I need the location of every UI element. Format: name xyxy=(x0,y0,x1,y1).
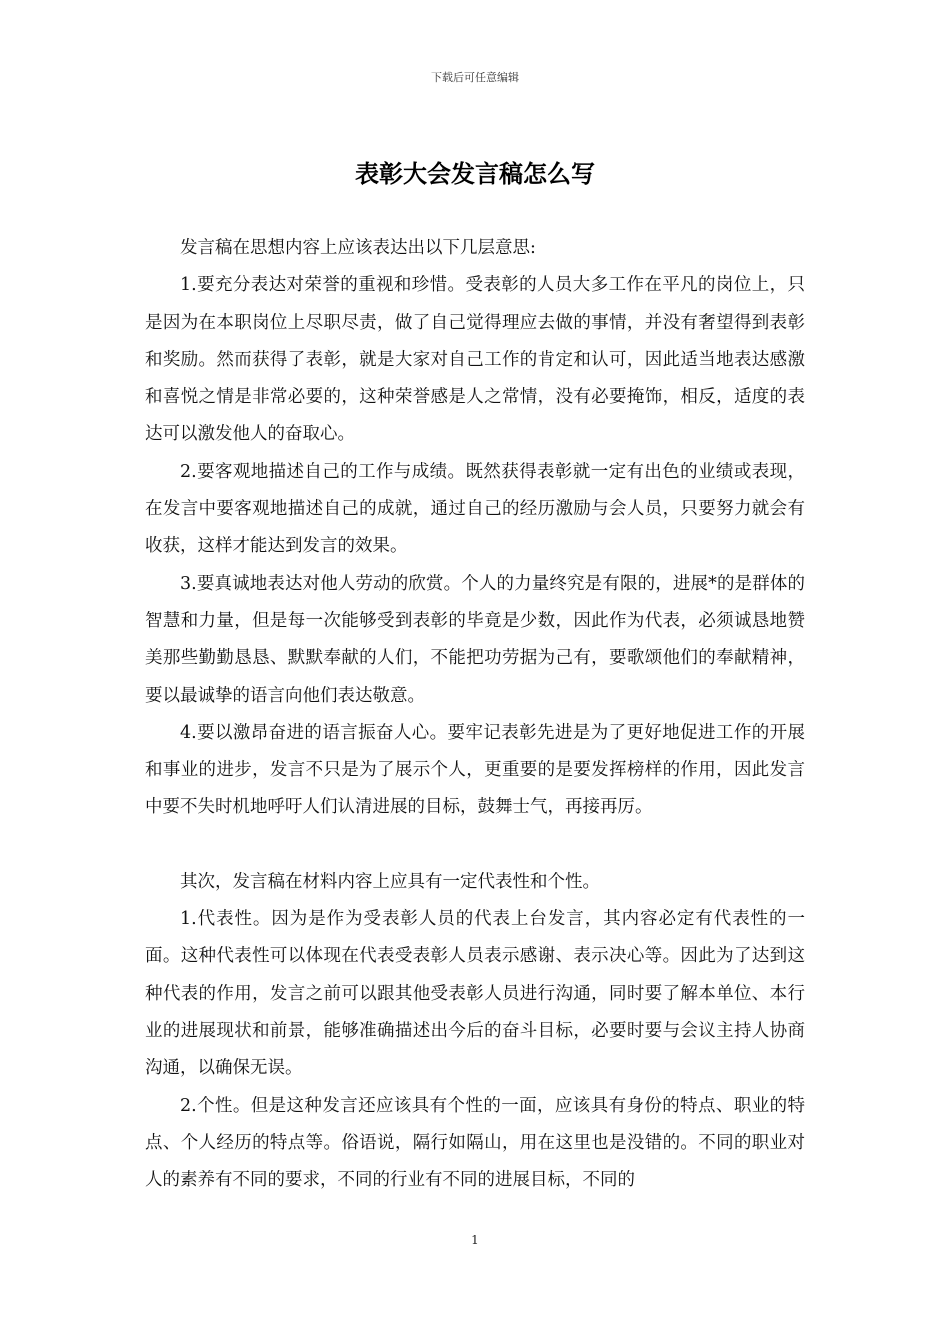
section1-point-1: 1.要充分表达对荣誉的重视和珍惜。受表彰的人员大多工作在平凡的岗位上，只是因为在本职岗位上尽职尽责，做了自己觉得理应去做的事情，并没有奢望得到表彰和奖励。然而获得了表彰，就是大家对自己工作的肯定和认可，因此适当地表达感激和喜悦之情是非常必要的，这种荣誉感是人之常情，没有必要掩饰，相反，适度的表达可以激发他人的奋取心。 xyxy=(145,275,805,445)
section2-point-1: 1.代表性。因为是作为受表彰人员的代表上台发言，其内容必定有代表性的一面。这种代表性可以体现在代表受表彰人员表示感谢、表示决心等。因此为了达到这种代表的作用，发言之前可以跟其他受表彰人员进行沟通，同时要了解本单位、本行业的进展现状和前景，能够准确描述出今后的奋斗目标，必要时要与会议主持人协商沟通，以确保无误。 xyxy=(145,909,805,1079)
section2-intro: 其次，发言稿在材料内容上应具有一定代表性和个性。 xyxy=(180,871,600,892)
document-body xyxy=(145,230,805,1199)
page-number: 1 xyxy=(471,1233,479,1247)
section-spacer xyxy=(145,827,805,864)
section2-point-2: 2.个性。但是这种发言还应该具有个性的一面，应该具有身份的特点、职业的特点、个人经历的特点等。俗语说，隔行如隔山，用在这里也是没错的。不同的职业对人的素养有不同的要求，不同的行业有不同的进展目标，不同的 xyxy=(145,1095,805,1191)
page-header: 下载后可任意编辑 xyxy=(431,71,519,84)
section1-point-2: 2.要客观地描述自己的工作与成绩。既然获得表彰就一定有出色的业绩或表现，在发言中要客观地描述自己的成就，通过自己的经历激励与会人员，只要努力就会有收获，这样才能达到发言的效果。 xyxy=(145,461,805,557)
document-title: 表彰大会发言稿怎么写 xyxy=(355,160,595,188)
section1-point-4: 4.要以激昂奋进的语言振奋人心。要牢记表彰先进是为了更好地促进工作的开展和事业的进步，发言不只是为了展示个人，更重要的是要发挥榜样的作用，因此发言中要不失时机地呼吁人们认清进展的目标，鼓舞士气，再接再厉。 xyxy=(145,722,805,818)
section1-point-3: 3.要真诚地表达对他人劳动的欣赏。个人的力量终究是有限的，进展*的是群体的智慧和力量，但是每一次能够受到表彰的毕竟是少数，因此作为代表，必须诚恳地赞美那些勤勤恳恳、默默奉献的人们，不能把功劳据为己有，要歌颂他们的奉献精神，要以最诚挚的语言向他们表达敬意。 xyxy=(145,573,805,706)
section1-intro: 发言稿在思想内容上应该表达出以下几层意思: xyxy=(180,238,536,258)
